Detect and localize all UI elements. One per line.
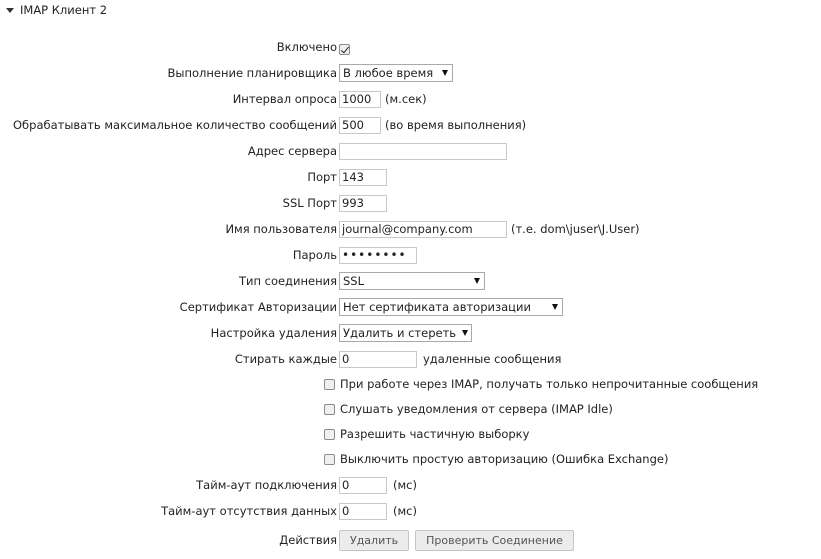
ssl-port-input[interactable] [339, 195, 387, 212]
scheduler-value: В любое время [343, 66, 434, 80]
idle-timeout-input[interactable] [339, 503, 387, 520]
poll-interval-unit: (м.сек) [385, 92, 427, 106]
auth-certificate-label: Сертификат Авторизации [179, 300, 337, 314]
port-label: Порт [307, 170, 337, 184]
connect-timeout-label: Тайм-аут подключения [196, 478, 337, 492]
chevron-down-icon [442, 70, 448, 76]
row-poll-interval [0, 89, 821, 109]
delete-setting-value: Удалить и стереть [343, 326, 457, 340]
password-value: •••••••• [342, 248, 407, 262]
section-title: IMAP Клиент 2 [20, 3, 108, 17]
auth-certificate-select[interactable] [339, 298, 563, 316]
idle-timeout-unit: (мс) [393, 504, 417, 518]
row-auth-certificate [0, 297, 821, 317]
password-input[interactable] [339, 247, 417, 264]
delete-button[interactable]: Удалить [339, 530, 409, 551]
server-address-label: Адрес сервера [247, 144, 337, 158]
row-enabled [0, 37, 821, 57]
poll-interval-label: Интервал опроса [232, 92, 337, 106]
option-partial-fetch-checkbox[interactable] [324, 429, 335, 440]
row-connect-timeout [0, 475, 821, 495]
connection-type-select[interactable] [339, 272, 485, 290]
max-messages-input[interactable] [339, 117, 381, 134]
option-unread-only-checkbox[interactable] [324, 379, 335, 390]
row-scheduler [0, 63, 821, 83]
connect-timeout-unit: (мс) [393, 478, 417, 492]
option-imap-idle-checkbox[interactable] [324, 404, 335, 415]
enabled-checkbox[interactable] [339, 44, 350, 55]
username-input[interactable] [339, 221, 507, 238]
max-messages-label: Обрабатывать максимальное количество сообщений [13, 118, 337, 132]
connection-type-label: Тип соединения [238, 274, 337, 288]
scheduler-label: Выполнение планировщика [167, 66, 337, 80]
option-disable-plain-auth[interactable] [324, 450, 668, 468]
chevron-down-icon [552, 304, 558, 310]
option-unread-only[interactable] [324, 375, 758, 393]
password-label: Пароль [292, 248, 337, 262]
row-connection-type [0, 271, 821, 291]
row-password [0, 245, 821, 265]
section-header[interactable] [6, 3, 107, 17]
delete-setting-select[interactable] [339, 324, 472, 342]
row-actions [0, 529, 821, 551]
port-input[interactable] [339, 169, 387, 186]
max-messages-unit: (во время выполнения) [385, 118, 527, 132]
username-hint: (т.е. dom\juser\J.User) [511, 222, 640, 236]
enabled-label: Включено [276, 40, 337, 54]
option-imap-idle-label: Слушать уведомления от сервера (IMAP Idle) [340, 402, 613, 416]
server-address-input[interactable] [339, 143, 507, 160]
row-delete-setting [0, 323, 821, 343]
collapse-triangle-icon[interactable] [6, 8, 14, 13]
username-label: Имя пользователя [225, 222, 337, 236]
option-imap-idle[interactable] [324, 400, 613, 418]
auth-certificate-value: Нет сертификата авторизации [343, 300, 531, 314]
purge-every-input[interactable] [339, 351, 417, 368]
option-partial-fetch[interactable] [324, 425, 529, 443]
scheduler-select[interactable] [339, 64, 453, 82]
poll-interval-input[interactable] [339, 91, 381, 108]
row-purge-every [0, 349, 821, 369]
row-idle-timeout [0, 501, 821, 521]
row-server-address [0, 141, 821, 161]
connection-type-value: SSL [343, 274, 365, 288]
connect-timeout-input[interactable] [339, 477, 387, 494]
row-port [0, 167, 821, 187]
test-connection-button[interactable]: Проверить Соединение [415, 530, 574, 551]
delete-setting-label: Настройка удаления [210, 326, 337, 340]
purge-every-unit: удаленные сообщения [423, 352, 562, 366]
row-ssl-port [0, 193, 821, 213]
option-disable-plain-auth-label: Выключить простую авторизацию (Ошибка Exchange) [340, 452, 669, 466]
ssl-port-label: SSL Порт [282, 196, 337, 210]
row-username [0, 219, 821, 239]
actions-label: Действия [279, 533, 337, 547]
option-disable-plain-auth-checkbox[interactable] [324, 454, 335, 465]
row-max-messages [0, 115, 821, 135]
option-partial-fetch-label: Разрешить частичную выборку [340, 427, 530, 441]
idle-timeout-label: Тайм-аут отсутствия данных [161, 504, 337, 518]
chevron-down-icon [462, 330, 468, 336]
option-unread-only-label: При работе через IMAP, получать только непрочитанные сообщения [340, 377, 759, 391]
chevron-down-icon [474, 278, 480, 284]
purge-every-label: Стирать каждые [234, 352, 337, 366]
